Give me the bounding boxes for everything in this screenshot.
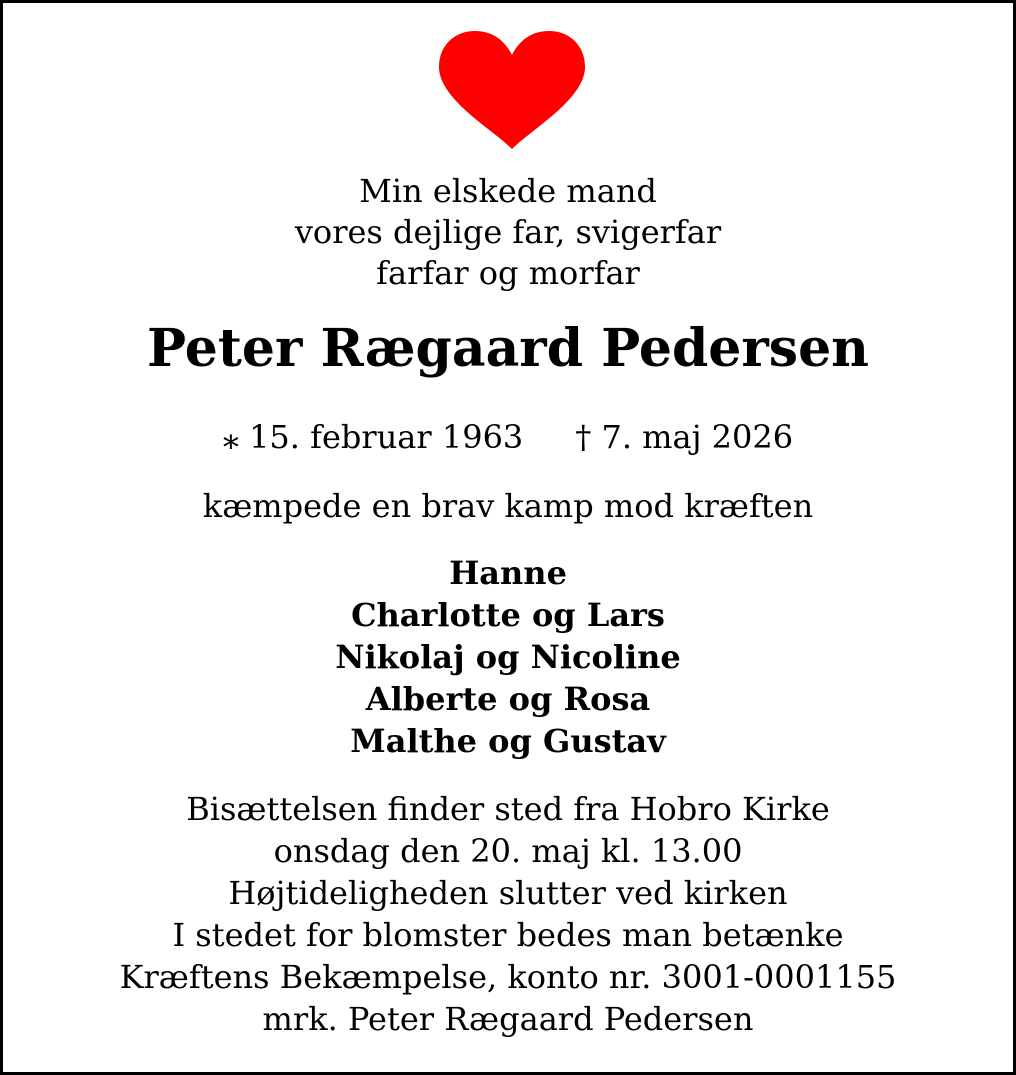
service-line: Kræftens Bekæmpelse, konto nr. 3001-0001155 <box>119 958 897 996</box>
service-line: onsdag den 20. maj kl. 13.00 <box>273 832 743 870</box>
intro-line: vores dejlige far, svigerfar <box>294 213 722 251</box>
family-list <box>3 552 1013 762</box>
life-dates <box>3 417 1013 457</box>
intro-line: farfar og morfar <box>376 254 640 292</box>
service-line: mrk. Peter Rægaard Pedersen <box>262 1000 754 1038</box>
struggle-text: kæmpede en brav kamp mod kræften <box>202 487 814 525</box>
service-line: Bisættelsen finder sted fra Hobro Kirke <box>186 790 830 828</box>
family-member: Charlotte og Lars <box>351 596 665 634</box>
birth-date: ⁎ 15. februar 1963 <box>222 418 524 456</box>
family-member: Malthe og Gustav <box>350 722 666 760</box>
deceased-name: Peter Rægaard Pedersen <box>147 318 869 379</box>
service-line: I stedet for blomster bedes man betænke <box>172 916 844 954</box>
heart-icon <box>437 31 587 149</box>
family-member: Nikolaj og Nicoline <box>335 638 681 676</box>
service-line: Højtideligheden slutter ved kirken <box>228 874 788 912</box>
family-member: Alberte og Rosa <box>365 680 651 718</box>
death-date: † 7. maj 2026 <box>575 418 794 456</box>
family-member: Hanne <box>449 554 567 592</box>
intro-text <box>3 171 1013 294</box>
intro-line: Min elskede mand <box>359 172 657 210</box>
service-info <box>3 788 1013 1040</box>
